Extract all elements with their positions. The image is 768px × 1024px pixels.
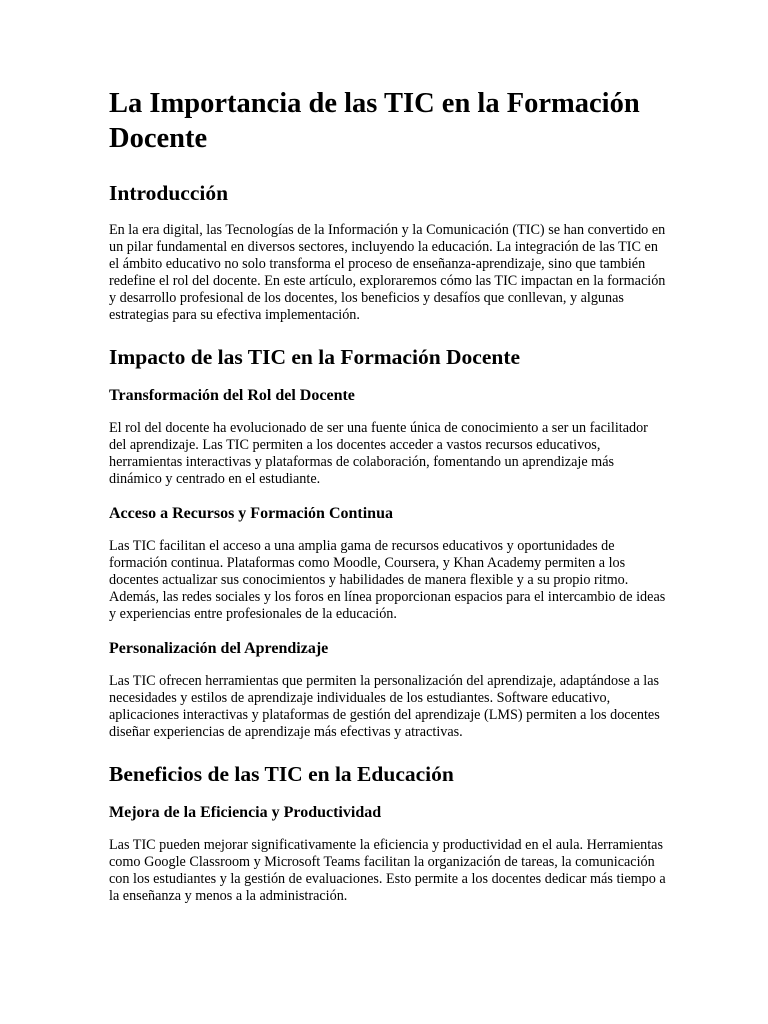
subsection-paragraph-resources: Las TIC facilitan el acceso a una amplia gama de recursos educativos y oportunidades de formación continua. Plataformas como Moodle, Coursera, y Khan Academy permiten a los docentes actualizar sus conocimientos y habilidades de manera flexible y a su propio ritmo. Además, las redes sociales y los foros en línea proporcionan espacios para el intercambio de ideas y experiencias entre profesionales de la educación. [109, 538, 666, 622]
subsection-paragraph-personalization: Las TIC ofrecen herramientas que permiten la personalización del aprendizaje, adaptándose a las necesidades y estilos de aprendizaje individuales de los estudiantes. Software educativo, aplicaciones interactivas y plataformas de gestión del aprendizaje (LMS) permiten a los docentes diseñar experiencias de aprendizaje más efectivas y atractivas. [109, 673, 660, 740]
intro-paragraph: En la era digital, las Tecnologías de la Información y la Comunicación (TIC) se han convertido en un pilar fundamental en diversos sectores, incluyendo la educación. La integración de las TIC en el ámbito educativo no solo transforma el proceso de enseñanza-aprendizaje, sino que también redefine el rol del docente. En este artículo, exploraremos cómo las TIC impactan en la formación y desarrollo profesional de los docentes, los beneficios y desafíos que conllevan, y algunas estrategias para su efectiva implementación. [109, 222, 666, 323]
subsection-heading-personalization: Personalización del Aprendizaje [109, 640, 329, 657]
subsection-heading-resources: Acceso a Recursos y Formación Continua [109, 505, 393, 522]
subsection-paragraph-role: El rol del docente ha evolucionado de ser una fuente única de conocimiento a ser un facilitador del aprendizaje. Las TIC permiten a los docentes acceder a vastos recursos educativos, herramientas interactivas y plataformas de colaboración, fomentando un aprendizaje más dinámico y centrado en el estudiante. [109, 420, 648, 487]
document-title: La Importancia de las TIC en la Formación Docente [109, 88, 640, 154]
subsection-heading-efficiency: Mejora de la Eficiencia y Productividad [109, 804, 382, 821]
intro-heading: Introducción [109, 181, 229, 205]
impact-heading: Impacto de las TIC en la Formación Docente [109, 345, 521, 369]
subsection-heading-role: Transformación del Rol del Docente [109, 387, 355, 404]
subsection-paragraph-efficiency: Las TIC pueden mejorar significativamente la eficiencia y productividad en el aula. Herramientas como Google Classroom y Microsoft Teams facilitan la organización de tareas, la comunicación con los estudiantes y la gestión de evaluaciones. Esto permite a los docentes dedicar más tiempo a la enseñanza y menos a la administración. [109, 837, 666, 904]
benefits-heading: Beneficios de las TIC en la Educación [109, 762, 454, 786]
